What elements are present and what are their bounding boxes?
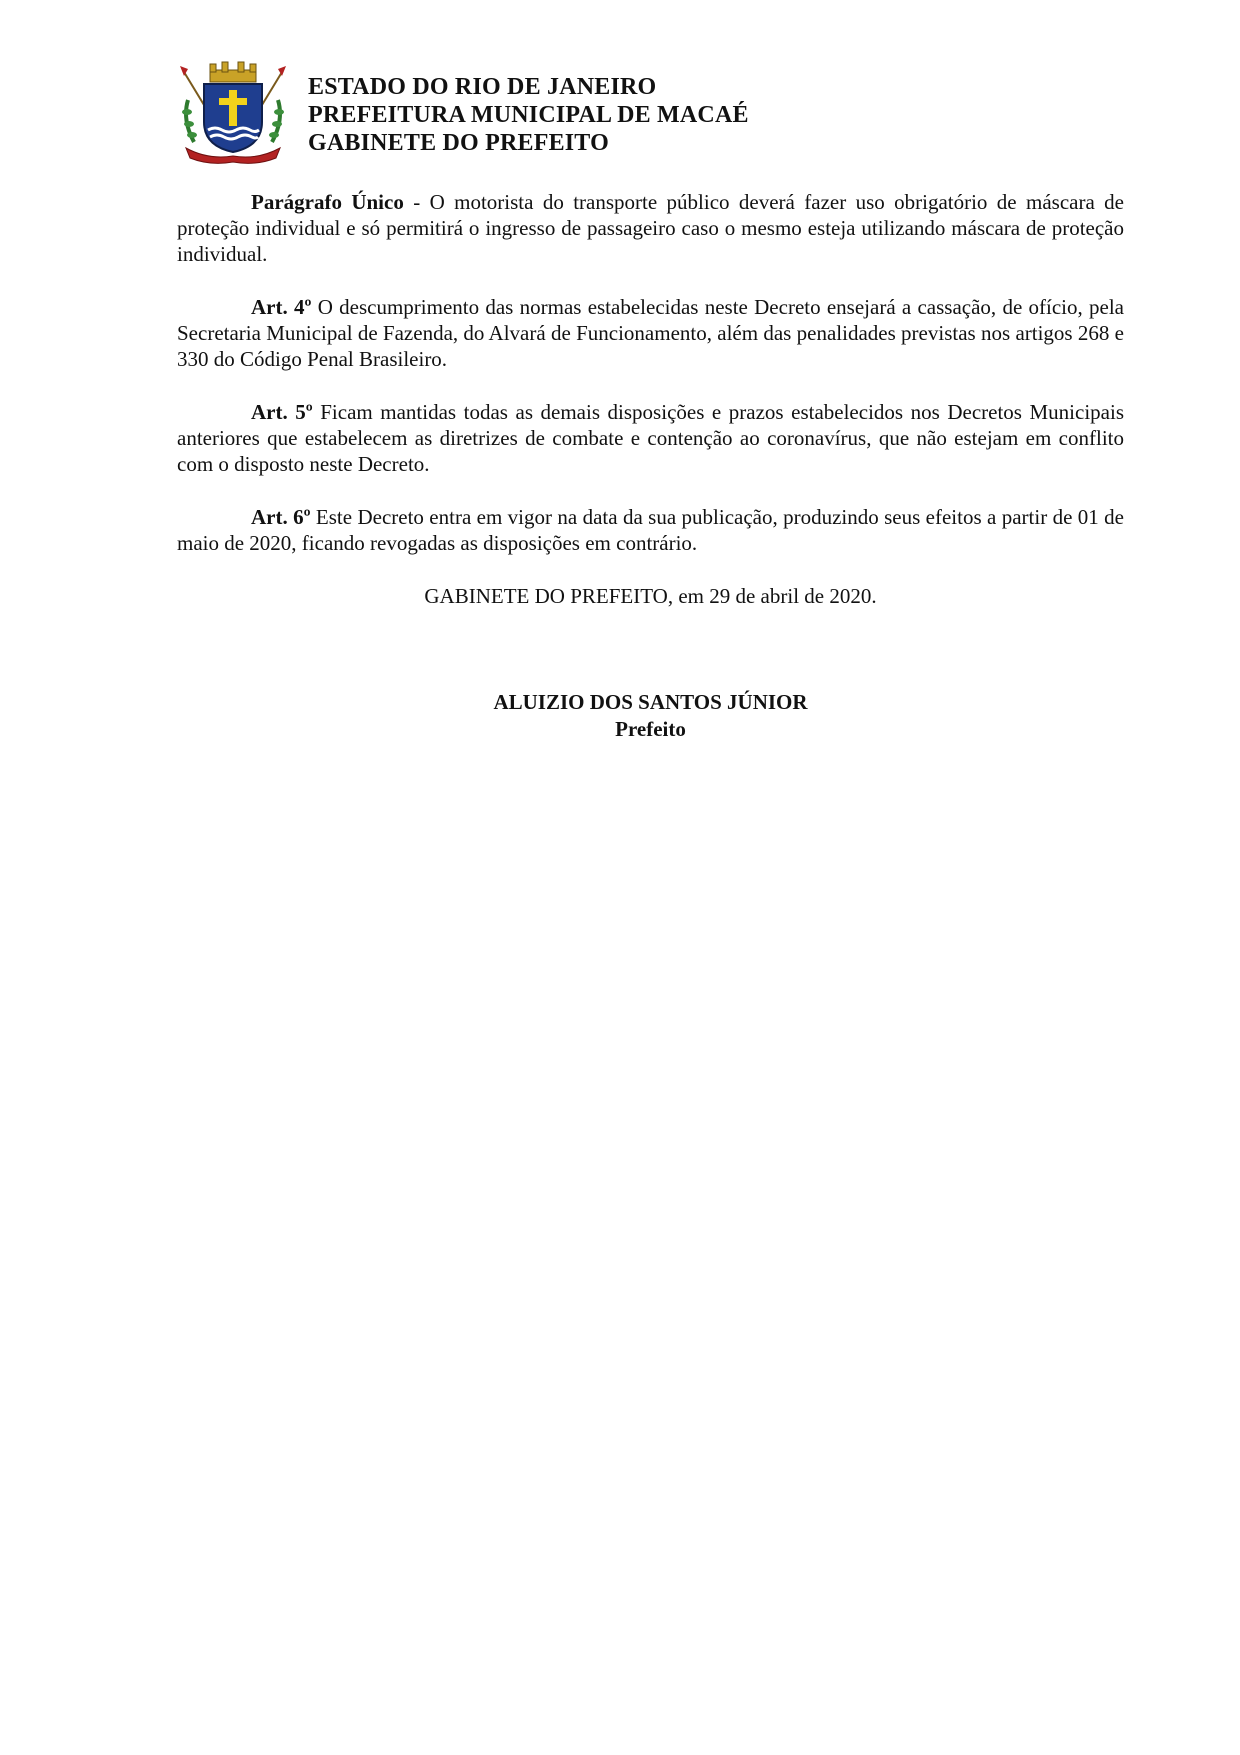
article-4 bbox=[177, 294, 1124, 372]
paragraph-lead: Parágrafo Único bbox=[251, 190, 404, 214]
article-lead: Art. 5º bbox=[251, 400, 313, 424]
paragraph-unico bbox=[177, 189, 1124, 267]
signature-block bbox=[177, 689, 1124, 743]
article-text: Ficam mantidas todas as demais disposições e prazos estabelecidos nos Decretos Municipais anteriores que estabelecem as diretrizes de combate e contenção ao coronavírus, que não estejam em conflito com o disposto neste Decreto. bbox=[177, 400, 1124, 476]
letterhead-text bbox=[308, 73, 749, 157]
signatory-name: ALUIZIO DOS SANTOS JÚNIOR bbox=[493, 690, 808, 714]
article-text: Este Decreto entra em vigor na data da sua publicação, produzindo seus efeitos a partir de 01 de maio de 2020, ficando revogadas as disposições em contrário. bbox=[177, 505, 1124, 555]
article-lead: Art. 4º bbox=[251, 295, 312, 319]
article-text: O descumprimento das normas estabelecidas neste Decreto ensejará a cassação, de ofício, pela Secretaria Municipal de Fazenda, do Alvará de Funcionamento, além das penalidades previstas nos artigos 268 e 330 do Código Penal Brasileiro. bbox=[177, 295, 1125, 371]
letterhead bbox=[178, 60, 878, 170]
decree-body bbox=[177, 189, 1124, 583]
date-line: GABINETE DO PREFEITO, em 29 de abril de 2020. bbox=[424, 584, 877, 608]
article-lead: Art. 6º bbox=[251, 505, 311, 529]
article-5 bbox=[177, 399, 1124, 477]
office-name: GABINETE DO PREFEITO bbox=[308, 130, 609, 156]
signatory-title: Prefeito bbox=[615, 717, 686, 741]
article-6 bbox=[177, 504, 1124, 556]
paragraph-text: - O motorista do transporte público deverá fazer uso obrigatório de máscara de proteção individual e só permitirá o ingresso de passageiro caso o mesmo esteja utilizando máscara de proteção individual. bbox=[177, 190, 1124, 266]
municipality-name: PREFEITURA MUNICIPAL DE MACAÉ bbox=[308, 102, 749, 128]
municipal-coat-of-arms-icon bbox=[178, 60, 288, 166]
state-name: ESTADO DO RIO DE JANEIRO bbox=[308, 74, 657, 100]
